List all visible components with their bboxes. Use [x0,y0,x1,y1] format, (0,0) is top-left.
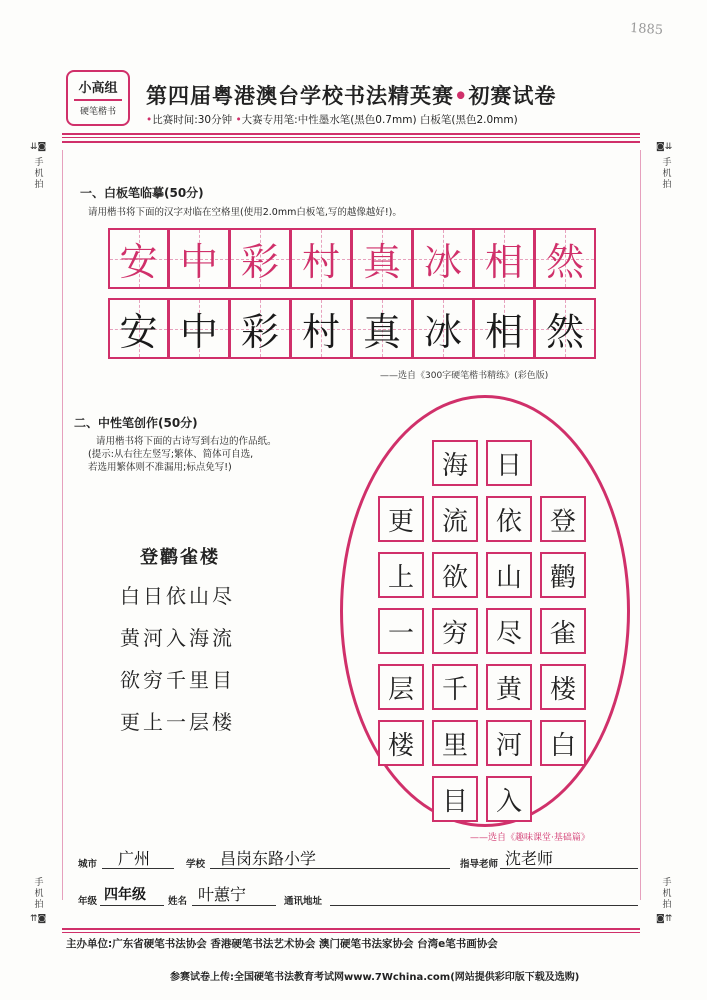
artwork-cell[interactable]: 楼 [540,664,586,710]
artwork-cell[interactable]: 目 [432,776,478,822]
section1-instruction: 请用楷书将下面的汉字对临在空格里(使用2.0mm白板笔,写的越像越好!)。 [88,207,402,218]
practice-char-cell[interactable]: 相 [474,298,535,359]
side-note-right-bottom: 手机拍 [662,878,672,910]
contest-info [146,112,518,127]
teacher-value[interactable]: 沈老师 [505,849,554,868]
artwork-cell[interactable]: 鹳 [540,552,586,598]
address-label: 通讯地址 [284,896,323,907]
side-note-left-top: 手机拍 [34,158,44,190]
teacher-label: 指导老师 [460,859,499,870]
artwork-cell[interactable]: 流 [432,496,478,542]
poem-line: 更上一层楼 [120,710,235,734]
group-badge [66,70,130,126]
contest-pen: 大赛专用笔:中性墨水笔(黑色0.7mm) 白板笔(黑色2.0mm) [241,114,518,126]
artwork-cell[interactable]: 依 [486,496,532,542]
side-note-left-bottom: 手机拍 [34,878,44,910]
model-char-cell: 安 [108,228,169,289]
poem-title: 登鹳雀楼 [140,547,220,568]
city-value[interactable]: 广州 [118,849,151,868]
footer-rule [62,928,640,930]
section2-source: ——选自《趣味课堂·基础篇》 [470,833,590,843]
name-value[interactable]: 叶蕙宁 [198,885,247,904]
title-sub: 初赛试卷 [468,83,557,108]
side-note-right-top: 手机拍 [662,158,672,190]
grade-value[interactable]: 四年级 [104,887,146,903]
practice-char-cell[interactable]: 真 [352,298,413,359]
artwork-cell[interactable]: 一 [378,608,424,654]
model-char-cell: 真 [352,228,413,289]
contest-time: 比赛时间:30分钟 [152,114,233,126]
page-title [146,80,556,110]
footer-rule [62,932,640,933]
camera-icon: ⇈◙ [30,914,47,924]
artwork-cell[interactable]: 雀 [540,608,586,654]
camera-icon: ◙⇈ [656,914,673,924]
badge-group: 小高组 [78,81,118,96]
model-char-cell: 然 [535,228,596,289]
artwork-cell[interactable]: 上 [378,552,424,598]
grade-label: 年级 [78,896,98,907]
poem-line: 白日依山尽 [120,584,235,608]
model-char-cell: 中 [169,228,230,289]
grade-line [100,905,164,906]
artwork-cell[interactable]: 更 [378,496,424,542]
title-main: 第四届粤港澳台学校书法精英赛 [146,83,454,108]
model-char-cell: 彩 [230,228,291,289]
camera-icon: ⇊◙ [30,142,47,152]
right-guide-line [640,150,641,900]
title-dot: • [454,83,469,108]
practice-char-cell[interactable]: 然 [535,298,596,359]
camera-icon: ◙⇊ [656,142,673,152]
artwork-cell[interactable]: 白 [540,720,586,766]
section2-instruction: 请用楷书将下面的古诗写到右边的作品纸。 [96,436,277,447]
practice-char-cell[interactable]: 中 [169,298,230,359]
artwork-cell[interactable]: 登 [540,496,586,542]
serial-number: 1885 [629,20,664,39]
practice-char-row[interactable] [108,298,596,359]
artwork-cell[interactable]: 穷 [432,608,478,654]
info-dot: • [146,114,153,126]
artwork-cell[interactable]: 河 [486,720,532,766]
section2-heading: 二、中性笔创作(50分) [74,416,198,430]
school-value[interactable]: 昌岗东路小学 [220,849,317,868]
artwork-cell[interactable]: 千 [432,664,478,710]
header-rule [62,133,640,135]
section2-hint: 若选用繁体则不准漏用;标点免写!) [88,462,232,473]
artwork-cell[interactable]: 山 [486,552,532,598]
school-label: 学校 [186,859,206,870]
artwork-cell[interactable]: 里 [432,720,478,766]
practice-char-cell[interactable]: 村 [291,298,352,359]
info-dot: • [235,114,242,126]
model-char-cell: 相 [474,228,535,289]
practice-char-cell[interactable]: 冰 [413,298,474,359]
practice-char-cell[interactable]: 彩 [230,298,291,359]
name-line [192,905,276,906]
city-label: 城市 [78,859,98,870]
practice-char-cell[interactable]: 安 [108,298,169,359]
left-guide-line [62,150,63,900]
poem-line: 欲穷千里目 [120,668,235,692]
artwork-cell[interactable]: 海 [432,440,478,486]
model-char-row [108,228,596,289]
upload-notice: 参赛试卷上传:全国硬笔书法教育考试网www.7Wchina.com(网站提供彩印版下载及选购) [170,972,580,983]
artwork-cell[interactable]: 欲 [432,552,478,598]
sponsors: 主办单位:广东省硬笔书法协会 香港硬笔书法艺术协会 澳门硬笔书法家协会 台湾e笔书画协会 [66,938,498,950]
poem-line: 黄河入海流 [120,626,235,650]
section1-heading: 一、白板笔临摹(50分) [80,186,204,200]
artwork-cell[interactable]: 楼 [378,720,424,766]
badge-style: 硬笔楷书 [79,107,116,117]
header-rule [62,141,640,143]
address-line[interactable] [330,905,638,906]
artwork-cell[interactable]: 入 [486,776,532,822]
section2-hint: (提示:从右往左竖写;繁体、简体可自选, [88,449,254,460]
section1-source: ——选自《300字硬笔楷书精练》(彩色版) [380,371,549,381]
artwork-cell[interactable]: 尽 [486,608,532,654]
model-char-cell: 冰 [413,228,474,289]
header-rule [62,137,640,138]
model-char-cell: 村 [291,228,352,289]
artwork-cell[interactable]: 黄 [486,664,532,710]
artwork-cell[interactable]: 层 [378,664,424,710]
artwork-cell[interactable]: 日 [486,440,532,486]
name-label: 姓名 [168,896,188,907]
